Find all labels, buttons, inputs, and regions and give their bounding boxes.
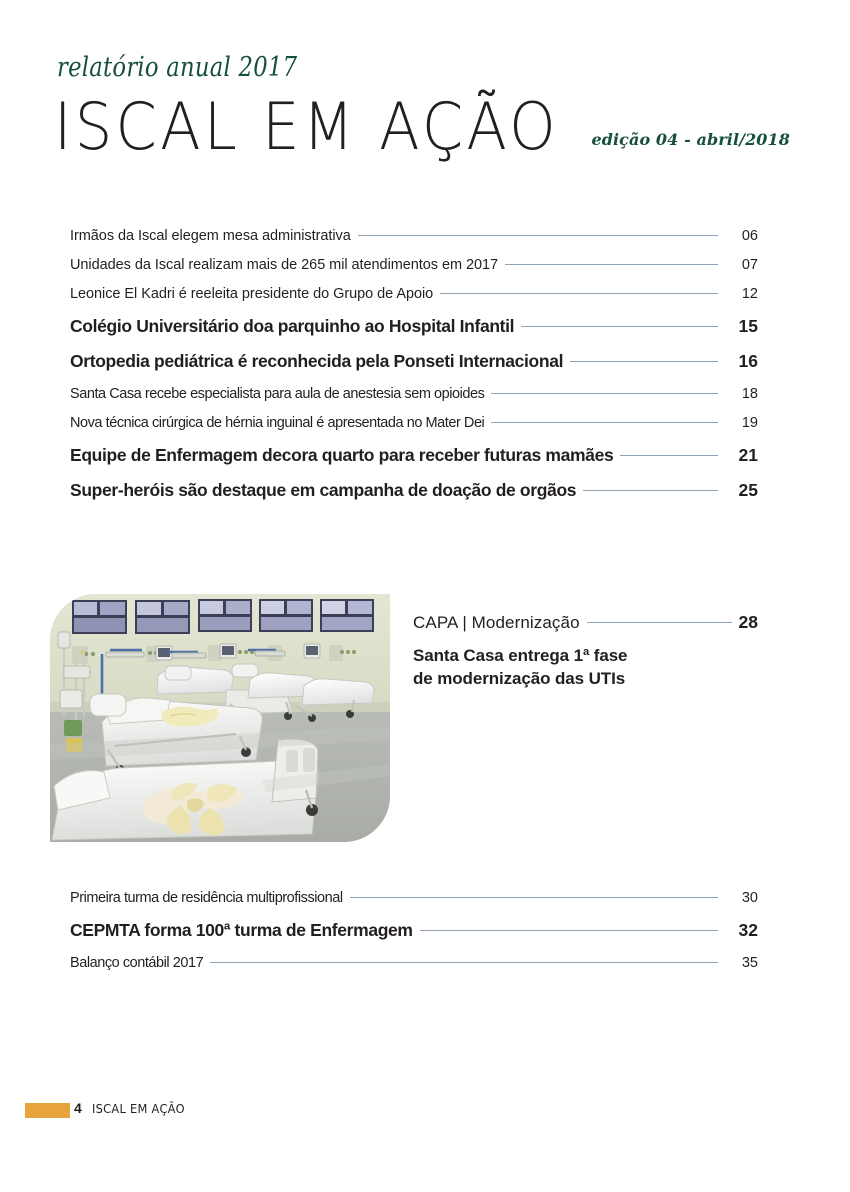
toc-entry-page: 07 [741, 257, 758, 273]
toc-leader-line [491, 393, 718, 394]
cover-subtitle-line-2: de modernização das UTIs [413, 669, 626, 689]
cover-subtitle-line-1: Santa Casa entrega 1ª fase [413, 646, 628, 665]
magazine-wordmark: ISCAL EM AÇÃO [54, 88, 559, 165]
toc-entry[interactable] [70, 480, 758, 501]
toc-entry[interactable] [70, 386, 758, 402]
toc-spacer [70, 273, 758, 286]
cover-subtitle [413, 644, 758, 691]
toc-entry-page: 19 [741, 415, 758, 431]
toc-entry-title: Balanço contábil 2017 [70, 955, 204, 971]
toc-leader-line [583, 490, 718, 491]
hospital-icu-photo-illustration [50, 594, 390, 842]
toc-entry-title: Ortopedia pediátrica é reconhecida pela Ponseti Internacional [70, 351, 564, 371]
toc-spacer [70, 337, 758, 351]
toc-leader-line [505, 264, 718, 265]
toc-entry[interactable] [70, 415, 758, 431]
toc-leader-line [210, 962, 718, 963]
cover-leader-line [587, 622, 732, 623]
toc-spacer [70, 466, 758, 480]
toc-spacer [70, 302, 758, 316]
masthead-kicker: relatório anual 2017 [57, 52, 298, 83]
table-of-contents-upper [70, 228, 758, 501]
toc-entry-title: Colégio Universitário doa parquinho ao Hospital Infantil [70, 316, 515, 336]
toc-leader-line [521, 326, 718, 327]
toc-entry[interactable] [70, 286, 758, 302]
toc-entry-page: 16 [738, 351, 758, 371]
toc-entry[interactable] [70, 445, 758, 466]
toc-entry-title: Irmãos da Iscal elegem mesa administrativa [70, 228, 351, 244]
toc-entry[interactable] [70, 316, 758, 337]
toc-entry-page: 32 [738, 920, 758, 940]
toc-entry[interactable] [70, 955, 758, 971]
toc-entry-page: 06 [741, 228, 758, 244]
toc-entry[interactable] [70, 920, 758, 941]
toc-entry-title: Primeira turma de residência multiprofissional [70, 890, 343, 906]
toc-leader-line [620, 455, 718, 456]
toc-entry-title: Santa Casa recebe especialista para aula de anestesia sem opioides [70, 386, 485, 402]
toc-entry-page: 21 [738, 445, 758, 465]
toc-spacer [70, 431, 758, 445]
toc-entry-page: 30 [741, 890, 758, 906]
toc-entry-page: 25 [738, 480, 758, 500]
cover-story-block[interactable] [413, 612, 758, 691]
toc-entry-title: Nova técnica cirúrgica de hérnia inguinal é apresentada no Mater Dei [70, 415, 485, 431]
toc-entry[interactable] [70, 890, 758, 906]
edition-label: edição 04 - abril/2018 [591, 130, 790, 149]
toc-entry-page: 35 [741, 955, 758, 971]
table-of-contents-lower [70, 890, 758, 971]
cover-heading: CAPA | Modernização [413, 613, 580, 632]
toc-leader-line [440, 293, 718, 294]
toc-spacer [70, 906, 758, 920]
cover-photo [50, 594, 390, 842]
toc-entry-page: 12 [741, 286, 758, 302]
toc-spacer [70, 244, 758, 257]
footer-accent-bar [25, 1103, 70, 1118]
cover-heading-row [413, 612, 758, 633]
toc-spacer [70, 402, 758, 415]
toc-entry-title: Super-heróis são destaque em campanha de doação de orgãos [70, 480, 577, 500]
cover-page-number: 28 [738, 612, 758, 632]
toc-entry[interactable] [70, 351, 758, 372]
footer-publication-label: ISCAL EM AÇÃO [92, 1102, 185, 1116]
page-footer [0, 1100, 850, 1124]
toc-entry-title: CEPMTA forma 100ª turma de Enfermagem [70, 920, 413, 940]
toc-leader-line [358, 235, 718, 236]
footer-page-number: 4 [74, 1100, 82, 1116]
toc-entry[interactable] [70, 257, 758, 273]
toc-entry-title: Equipe de Enfermagem decora quarto para receber futuras mamães [70, 445, 614, 465]
toc-leader-line [570, 361, 718, 362]
toc-entry-title: Leonice El Kadri é reeleita presidente do Grupo de Apoio [70, 286, 434, 302]
masthead [0, 0, 850, 180]
toc-entry-page: 15 [738, 316, 758, 336]
toc-spacer [70, 941, 758, 955]
toc-entry-page: 18 [741, 386, 758, 402]
toc-entry-title: Unidades da Iscal realizam mais de 265 mil atendimentos em 2017 [70, 257, 499, 273]
toc-entry[interactable] [70, 228, 758, 244]
toc-spacer [70, 372, 758, 386]
toc-leader-line [350, 897, 718, 898]
toc-leader-line [420, 930, 718, 931]
toc-leader-line [491, 422, 718, 423]
